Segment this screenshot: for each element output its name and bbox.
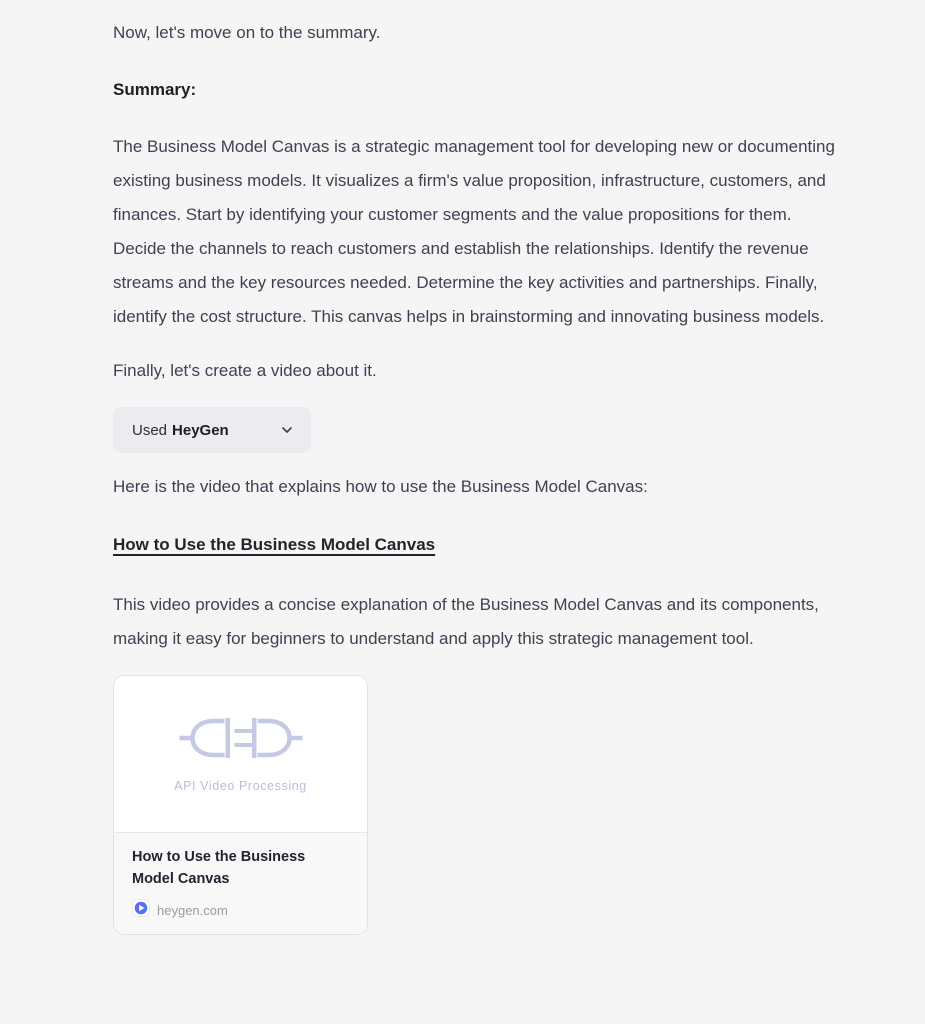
video-thumbnail-placeholder	[114, 676, 367, 832]
disconnected-plugs-icon	[178, 715, 304, 766]
used-heygen-plugin-button[interactable]	[113, 407, 311, 453]
summary-heading: Summary:	[113, 80, 197, 99]
video-preview-card[interactable]	[113, 675, 368, 935]
video-link-row	[113, 528, 890, 562]
video-card-source-row	[132, 899, 349, 922]
chevron-down-icon	[279, 422, 295, 438]
summary-paragraph: The Business Model Canvas is a strategic management tool for developing new or documenting existing business models. It visualizes a firm's value proposition, infrastructure, customers, and finances. Start by identifying your customer segments and the value propositions for them. Decide the channels to reach customers and establish the relationships. Identify the revenue streams and the key resources needed. Determine the key activities and partnerships. Finally, identify the cost structure. This canvas helps in brainstorming and innovating business models.	[113, 137, 835, 326]
video-result-line: Here is the video that explains how to use the Business Model Canvas:	[113, 477, 648, 496]
plugin-used-prefix: Used	[132, 421, 168, 439]
finally-line: Finally, let's create a video about it.	[113, 361, 377, 380]
intro-line: Now, let's move on to the summary.	[113, 23, 381, 42]
plugin-button-label	[132, 422, 229, 439]
plugin-name: HeyGen	[172, 421, 229, 439]
video-title-link[interactable]: How to Use the Business Model Canvas	[113, 535, 436, 554]
video-card-info	[114, 832, 367, 934]
video-description-paragraph: This video provides a concise explanation of the Business Model Canvas and its components, making it easy for beginners to understand and apply this strategic management tool.	[113, 595, 819, 648]
video-card-title: How to Use the Business Model Canvas	[132, 849, 306, 887]
heygen-play-favicon-icon	[132, 899, 150, 922]
thumbnail-placeholder-label: API Video Processing	[174, 779, 307, 793]
video-card-domain: heygen.com	[157, 903, 228, 918]
